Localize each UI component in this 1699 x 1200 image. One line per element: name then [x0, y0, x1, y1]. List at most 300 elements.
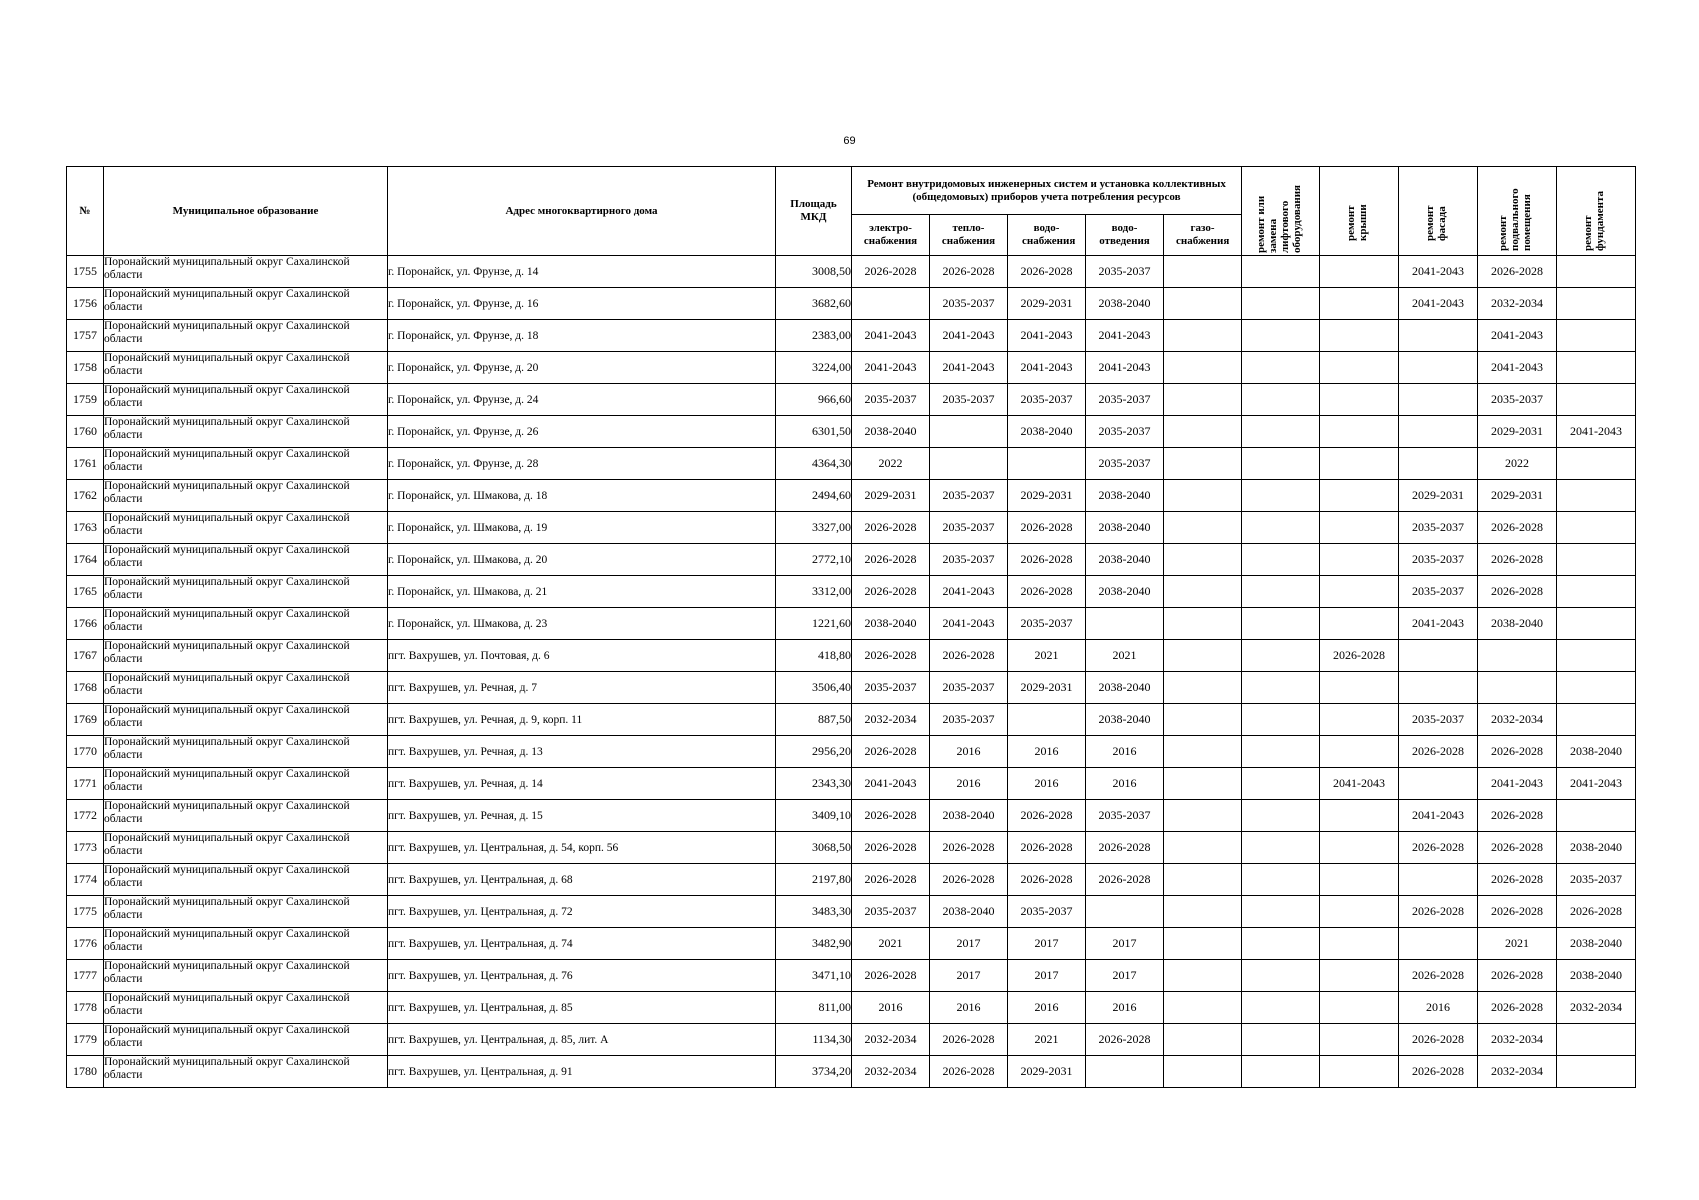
drainage-cell: 2021 [1086, 640, 1164, 672]
electricity-cell: 2016 [852, 992, 930, 1024]
facade-cell: 2035-2037 [1399, 544, 1478, 576]
header-municipality: Муниципальное образование [104, 167, 388, 256]
drainage-cell [1086, 608, 1164, 640]
address-cell: г. Поронайск, ул. Шмакова, д. 20 [388, 544, 776, 576]
water-cell: 2026-2028 [1008, 256, 1086, 288]
area-cell: 6301,50 [776, 416, 852, 448]
gas-cell [1164, 416, 1242, 448]
municipality-cell: Поронайский муниципальный округ Сахалинской области [104, 864, 388, 896]
area-cell: 3471,10 [776, 960, 852, 992]
gas-cell [1164, 960, 1242, 992]
heating-cell: 2041-2043 [930, 608, 1008, 640]
heating-cell: 2035-2037 [930, 512, 1008, 544]
area-cell: 1134,30 [776, 1024, 852, 1056]
heating-cell: 2017 [930, 960, 1008, 992]
header-basement-label: ремонт подвального помещения [1497, 188, 1534, 251]
elevator-cell [1242, 256, 1320, 288]
row-num: 1759 [67, 384, 104, 416]
elevator-cell [1242, 832, 1320, 864]
header-roof-label: ремонт крыши [1345, 204, 1370, 241]
foundation-cell [1557, 480, 1636, 512]
gas-cell [1164, 928, 1242, 960]
table-row [67, 1024, 1636, 1056]
water-cell: 2026-2028 [1008, 576, 1086, 608]
heating-cell: 2016 [930, 768, 1008, 800]
elevator-cell [1242, 608, 1320, 640]
basement-cell: 2026-2028 [1478, 864, 1557, 896]
basement-cell: 2041-2043 [1478, 352, 1557, 384]
facade-cell: 2035-2037 [1399, 704, 1478, 736]
row-num: 1755 [67, 256, 104, 288]
municipality-cell: Поронайский муниципальный округ Сахалинской области [104, 384, 388, 416]
basement-cell: 2032-2034 [1478, 704, 1557, 736]
row-num: 1778 [67, 992, 104, 1024]
table-row [67, 608, 1636, 640]
address-cell: пгт. Вахрушев, ул. Речная, д. 14 [388, 768, 776, 800]
drainage-cell: 2038-2040 [1086, 576, 1164, 608]
water-cell: 2016 [1008, 992, 1086, 1024]
basement-cell: 2041-2043 [1478, 320, 1557, 352]
basement-cell: 2021 [1478, 928, 1557, 960]
gas-cell [1164, 480, 1242, 512]
facade-cell: 2016 [1399, 992, 1478, 1024]
foundation-cell [1557, 448, 1636, 480]
heating-cell: 2026-2028 [930, 640, 1008, 672]
municipality-cell: Поронайский муниципальный округ Сахалинской области [104, 640, 388, 672]
row-num: 1764 [67, 544, 104, 576]
roof-cell [1320, 576, 1399, 608]
address-cell: г. Поронайск, ул. Фрунзе, д. 28 [388, 448, 776, 480]
address-cell: пгт. Вахрушев, ул. Центральная, д. 91 [388, 1056, 776, 1088]
area-cell: 3327,00 [776, 512, 852, 544]
elevator-cell [1242, 640, 1320, 672]
facade-cell: 2026-2028 [1399, 736, 1478, 768]
elevator-cell [1242, 960, 1320, 992]
water-cell: 2026-2028 [1008, 544, 1086, 576]
table-row [67, 864, 1636, 896]
elevator-cell [1242, 1056, 1320, 1088]
drainage-cell: 2038-2040 [1086, 288, 1164, 320]
address-cell: г. Поронайск, ул. Фрунзе, д. 24 [388, 384, 776, 416]
address-cell: г. Поронайск, ул. Фрунзе, д. 20 [388, 352, 776, 384]
row-num: 1779 [67, 1024, 104, 1056]
drainage-cell: 2038-2040 [1086, 672, 1164, 704]
area-cell: 2956,20 [776, 736, 852, 768]
header-num: № [67, 167, 104, 256]
municipality-cell: Поронайский муниципальный округ Сахалинской области [104, 256, 388, 288]
basement-cell: 2026-2028 [1478, 896, 1557, 928]
roof-cell [1320, 608, 1399, 640]
water-cell: 2016 [1008, 768, 1086, 800]
municipality-cell: Поронайский муниципальный округ Сахалинской области [104, 736, 388, 768]
roof-cell [1320, 544, 1399, 576]
water-cell: 2035-2037 [1008, 608, 1086, 640]
area-cell: 3312,00 [776, 576, 852, 608]
gas-cell [1164, 288, 1242, 320]
area-cell: 3506,40 [776, 672, 852, 704]
area-cell: 4364,30 [776, 448, 852, 480]
table-row [67, 992, 1636, 1024]
row-num: 1763 [67, 512, 104, 544]
header-elevator [1242, 167, 1320, 256]
row-num: 1766 [67, 608, 104, 640]
basement-cell: 2035-2037 [1478, 384, 1557, 416]
electricity-cell: 2026-2028 [852, 960, 930, 992]
roof-cell [1320, 512, 1399, 544]
foundation-cell [1557, 800, 1636, 832]
roof-cell [1320, 384, 1399, 416]
heating-cell: 2035-2037 [930, 480, 1008, 512]
area-cell: 3224,00 [776, 352, 852, 384]
header-basement [1478, 167, 1557, 256]
address-cell: пгт. Вахрушев, ул. Речная, д. 13 [388, 736, 776, 768]
electricity-cell: 2026-2028 [852, 544, 930, 576]
electricity-cell: 2026-2028 [852, 832, 930, 864]
gas-cell [1164, 256, 1242, 288]
heating-cell [930, 448, 1008, 480]
foundation-cell [1557, 512, 1636, 544]
heating-cell: 2035-2037 [930, 288, 1008, 320]
electricity-cell: 2032-2034 [852, 704, 930, 736]
municipality-cell: Поронайский муниципальный округ Сахалинской области [104, 480, 388, 512]
roof-cell [1320, 352, 1399, 384]
water-cell: 2029-2031 [1008, 672, 1086, 704]
row-num: 1772 [67, 800, 104, 832]
facade-cell [1399, 640, 1478, 672]
address-cell: г. Поронайск, ул. Шмакова, д. 21 [388, 576, 776, 608]
basement-cell: 2026-2028 [1478, 992, 1557, 1024]
heating-cell: 2035-2037 [930, 544, 1008, 576]
heating-cell: 2038-2040 [930, 896, 1008, 928]
address-cell: пгт. Вахрушев, ул. Речная, д. 15 [388, 800, 776, 832]
heating-cell: 2026-2028 [930, 1056, 1008, 1088]
roof-cell [1320, 1024, 1399, 1056]
gas-cell [1164, 448, 1242, 480]
gas-cell [1164, 1056, 1242, 1088]
heating-cell: 2041-2043 [930, 320, 1008, 352]
table-row [67, 512, 1636, 544]
row-num: 1758 [67, 352, 104, 384]
drainage-cell: 2017 [1086, 928, 1164, 960]
municipality-cell: Поронайский муниципальный округ Сахалинской области [104, 416, 388, 448]
foundation-cell [1557, 352, 1636, 384]
municipality-cell: Поронайский муниципальный округ Сахалинской области [104, 992, 388, 1024]
address-cell: пгт. Вахрушев, ул. Центральная, д. 85, лит. А [388, 1024, 776, 1056]
facade-cell: 2026-2028 [1399, 832, 1478, 864]
table-row [67, 800, 1636, 832]
row-num: 1776 [67, 928, 104, 960]
table-row [67, 928, 1636, 960]
row-num: 1762 [67, 480, 104, 512]
facade-cell: 2026-2028 [1399, 896, 1478, 928]
basement-cell: 2032-2034 [1478, 288, 1557, 320]
roof-cell [1320, 736, 1399, 768]
elevator-cell [1242, 320, 1320, 352]
address-cell: пгт. Вахрушев, ул. Центральная, д. 68 [388, 864, 776, 896]
electricity-cell [852, 288, 930, 320]
water-cell: 2029-2031 [1008, 1056, 1086, 1088]
roof-cell [1320, 416, 1399, 448]
basement-cell: 2032-2034 [1478, 1024, 1557, 1056]
water-cell: 2017 [1008, 960, 1086, 992]
facade-cell [1399, 928, 1478, 960]
row-num: 1767 [67, 640, 104, 672]
facade-cell: 2041-2043 [1399, 256, 1478, 288]
electricity-cell: 2041-2043 [852, 320, 930, 352]
basement-cell: 2026-2028 [1478, 256, 1557, 288]
water-cell: 2026-2028 [1008, 864, 1086, 896]
elevator-cell [1242, 288, 1320, 320]
roof-cell [1320, 288, 1399, 320]
header-facade [1399, 167, 1478, 256]
electricity-cell: 2035-2037 [852, 896, 930, 928]
gas-cell [1164, 864, 1242, 896]
drainage-cell: 2026-2028 [1086, 864, 1164, 896]
basement-cell: 2038-2040 [1478, 608, 1557, 640]
drainage-cell: 2038-2040 [1086, 544, 1164, 576]
elevator-cell [1242, 352, 1320, 384]
roof-cell [1320, 672, 1399, 704]
roof-cell [1320, 960, 1399, 992]
heating-cell: 2035-2037 [930, 384, 1008, 416]
heating-cell: 2017 [930, 928, 1008, 960]
table-row [67, 736, 1636, 768]
facade-cell: 2026-2028 [1399, 960, 1478, 992]
basement-cell: 2026-2028 [1478, 576, 1557, 608]
drainage-cell: 2041-2043 [1086, 320, 1164, 352]
municipality-cell: Поронайский муниципальный округ Сахалинской области [104, 544, 388, 576]
address-cell: г. Поронайск, ул. Шмакова, д. 23 [388, 608, 776, 640]
roof-cell [1320, 896, 1399, 928]
basement-cell: 2026-2028 [1478, 736, 1557, 768]
basement-cell: 2029-2031 [1478, 480, 1557, 512]
municipality-cell: Поронайский муниципальный округ Сахалинской области [104, 288, 388, 320]
electricity-cell: 2038-2040 [852, 416, 930, 448]
municipality-cell: Поронайский муниципальный округ Сахалинской области [104, 608, 388, 640]
drainage-cell: 2026-2028 [1086, 1024, 1164, 1056]
facade-cell [1399, 864, 1478, 896]
facade-cell: 2026-2028 [1399, 1056, 1478, 1088]
municipality-cell: Поронайский муниципальный округ Сахалинской области [104, 672, 388, 704]
water-cell: 2026-2028 [1008, 800, 1086, 832]
facade-cell: 2035-2037 [1399, 576, 1478, 608]
facade-cell: 2041-2043 [1399, 608, 1478, 640]
foundation-cell: 2032-2034 [1557, 992, 1636, 1024]
electricity-cell: 2026-2028 [852, 256, 930, 288]
table-row [67, 448, 1636, 480]
drainage-cell [1086, 1056, 1164, 1088]
water-cell: 2041-2043 [1008, 320, 1086, 352]
drainage-cell: 2026-2028 [1086, 832, 1164, 864]
facade-cell [1399, 672, 1478, 704]
table-row [67, 704, 1636, 736]
water-cell [1008, 704, 1086, 736]
elevator-cell [1242, 512, 1320, 544]
gas-cell [1164, 832, 1242, 864]
basement-cell: 2026-2028 [1478, 512, 1557, 544]
electricity-cell: 2026-2028 [852, 736, 930, 768]
area-cell: 3734,20 [776, 1056, 852, 1088]
roof-cell [1320, 928, 1399, 960]
gas-cell [1164, 384, 1242, 416]
gas-cell [1164, 704, 1242, 736]
address-cell: г. Поронайск, ул. Шмакова, д. 18 [388, 480, 776, 512]
gas-cell [1164, 800, 1242, 832]
header-roof [1320, 167, 1399, 256]
roof-cell [1320, 1056, 1399, 1088]
heating-cell: 2016 [930, 736, 1008, 768]
gas-cell [1164, 544, 1242, 576]
heating-cell: 2035-2037 [930, 704, 1008, 736]
table-row [67, 896, 1636, 928]
address-cell: г. Поронайск, ул. Фрунзе, д. 26 [388, 416, 776, 448]
foundation-cell: 2026-2028 [1557, 896, 1636, 928]
electricity-cell: 2026-2028 [852, 576, 930, 608]
header-facade-label: ремонт фасада [1424, 205, 1449, 241]
foundation-cell [1557, 576, 1636, 608]
foundation-cell: 2038-2040 [1557, 736, 1636, 768]
row-num: 1756 [67, 288, 104, 320]
address-cell: пгт. Вахрушев, ул. Центральная, д. 74 [388, 928, 776, 960]
roof-cell [1320, 992, 1399, 1024]
table-row [67, 352, 1636, 384]
electricity-cell: 2032-2034 [852, 1024, 930, 1056]
row-num: 1769 [67, 704, 104, 736]
facade-cell: 2041-2043 [1399, 288, 1478, 320]
area-cell: 811,00 [776, 992, 852, 1024]
foundation-cell [1557, 1024, 1636, 1056]
elevator-cell [1242, 800, 1320, 832]
table-row [67, 320, 1636, 352]
elevator-cell [1242, 544, 1320, 576]
facade-cell: 2029-2031 [1399, 480, 1478, 512]
foundation-cell: 2038-2040 [1557, 832, 1636, 864]
gas-cell [1164, 576, 1242, 608]
elevator-cell [1242, 704, 1320, 736]
foundation-cell [1557, 704, 1636, 736]
elevator-cell [1242, 896, 1320, 928]
table-row [67, 544, 1636, 576]
area-cell: 3008,50 [776, 256, 852, 288]
roof-cell [1320, 832, 1399, 864]
header-area: Площадь МКД [776, 167, 852, 256]
area-cell: 2772,10 [776, 544, 852, 576]
table-row [67, 768, 1636, 800]
foundation-cell: 2035-2037 [1557, 864, 1636, 896]
gas-cell [1164, 512, 1242, 544]
row-num: 1773 [67, 832, 104, 864]
water-cell: 2029-2031 [1008, 288, 1086, 320]
gas-cell [1164, 1024, 1242, 1056]
municipality-cell: Поронайский муниципальный округ Сахалинской области [104, 320, 388, 352]
area-cell: 3068,50 [776, 832, 852, 864]
facade-cell [1399, 768, 1478, 800]
heating-cell [930, 416, 1008, 448]
header-heating: тепло-снабжения [930, 215, 1008, 256]
header-engineering-group: Ремонт внутридомовых инженерных систем и установка коллективных (общедомовых) приборов учета потребления ресурсов [852, 167, 1242, 215]
row-num: 1771 [67, 768, 104, 800]
heating-cell: 2016 [930, 992, 1008, 1024]
basement-cell: 2032-2034 [1478, 1056, 1557, 1088]
elevator-cell [1242, 672, 1320, 704]
drainage-cell: 2035-2037 [1086, 384, 1164, 416]
drainage-cell: 2016 [1086, 768, 1164, 800]
water-cell: 2026-2028 [1008, 512, 1086, 544]
row-num: 1760 [67, 416, 104, 448]
drainage-cell: 2038-2040 [1086, 704, 1164, 736]
area-cell: 3682,60 [776, 288, 852, 320]
facade-cell: 2041-2043 [1399, 800, 1478, 832]
gas-cell [1164, 320, 1242, 352]
elevator-cell [1242, 928, 1320, 960]
table-body [67, 256, 1636, 1088]
area-cell: 1221,60 [776, 608, 852, 640]
foundation-cell: 2041-2043 [1557, 416, 1636, 448]
table-row [67, 832, 1636, 864]
foundation-cell [1557, 1056, 1636, 1088]
table-row [67, 384, 1636, 416]
roof-cell [1320, 864, 1399, 896]
table-row [67, 288, 1636, 320]
repair-schedule-table [66, 166, 1636, 1088]
foundation-cell [1557, 544, 1636, 576]
municipality-cell: Поронайский муниципальный округ Сахалинской области [104, 352, 388, 384]
row-num: 1775 [67, 896, 104, 928]
drainage-cell: 2035-2037 [1086, 416, 1164, 448]
row-num: 1780 [67, 1056, 104, 1088]
row-num: 1768 [67, 672, 104, 704]
water-cell: 2041-2043 [1008, 352, 1086, 384]
water-cell: 2035-2037 [1008, 896, 1086, 928]
table-row [67, 416, 1636, 448]
area-cell: 418,80 [776, 640, 852, 672]
municipality-cell: Поронайский муниципальный округ Сахалинской области [104, 576, 388, 608]
address-cell: пгт. Вахрушев, ул. Центральная, д. 85 [388, 992, 776, 1024]
roof-cell [1320, 480, 1399, 512]
address-cell: пгт. Вахрушев, ул. Почтовая, д. 6 [388, 640, 776, 672]
foundation-cell: 2038-2040 [1557, 960, 1636, 992]
facade-cell [1399, 352, 1478, 384]
header-drainage: водо-отведения [1086, 215, 1164, 256]
table-row [67, 960, 1636, 992]
header-gas: газо-снабжения [1164, 215, 1242, 256]
address-cell: г. Поронайск, ул. Фрунзе, д. 16 [388, 288, 776, 320]
roof-cell: 2041-2043 [1320, 768, 1399, 800]
water-cell: 2021 [1008, 640, 1086, 672]
foundation-cell [1557, 256, 1636, 288]
elevator-cell [1242, 864, 1320, 896]
electricity-cell: 2022 [852, 448, 930, 480]
elevator-cell [1242, 736, 1320, 768]
basement-cell [1478, 640, 1557, 672]
facade-cell [1399, 416, 1478, 448]
address-cell: пгт. Вахрушев, ул. Центральная, д. 76 [388, 960, 776, 992]
roof-cell [1320, 704, 1399, 736]
roof-cell [1320, 256, 1399, 288]
facade-cell: 2035-2037 [1399, 512, 1478, 544]
header-address: Адрес многоквартирного дома [388, 167, 776, 256]
water-cell: 2017 [1008, 928, 1086, 960]
electricity-cell: 2026-2028 [852, 640, 930, 672]
elevator-cell [1242, 1024, 1320, 1056]
gas-cell [1164, 992, 1242, 1024]
heating-cell: 2026-2028 [930, 832, 1008, 864]
water-cell: 2021 [1008, 1024, 1086, 1056]
foundation-cell [1557, 672, 1636, 704]
municipality-cell: Поронайский муниципальный округ Сахалинской области [104, 928, 388, 960]
table-row [67, 672, 1636, 704]
roof-cell [1320, 320, 1399, 352]
